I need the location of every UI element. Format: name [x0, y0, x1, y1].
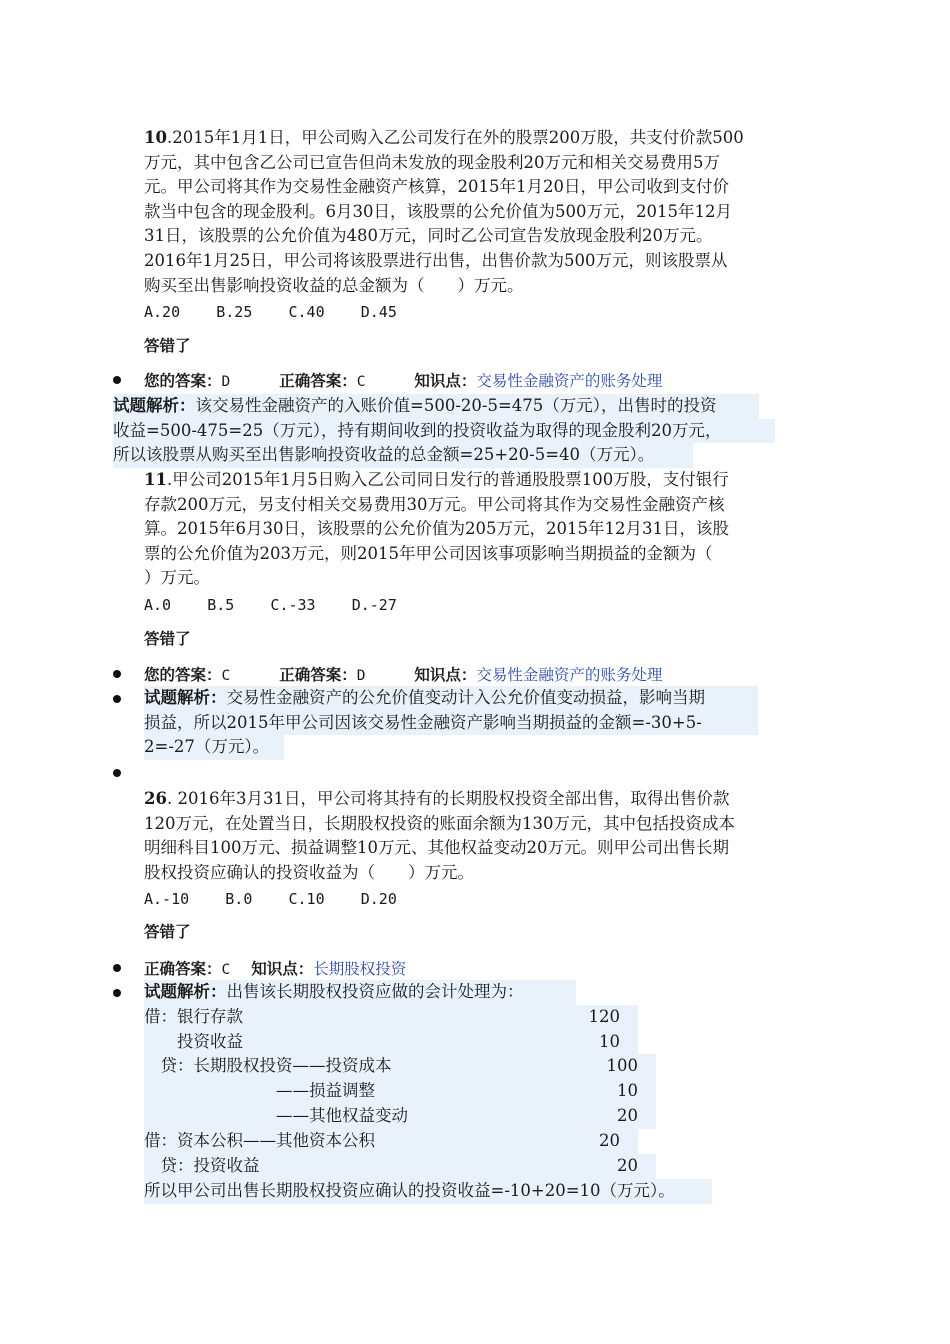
question-26-conclusion: 所以甲公司出售长期股权投资应确认的投资收益=-10+20=10（万元）。: [144, 1179, 712, 1204]
question-line: 购买至出售影响投资收益的总金额为（ ）万元。: [144, 275, 524, 295]
question-26-options: A.-10 B.0 C.10 D.20: [144, 890, 397, 908]
your-answer: D: [221, 374, 231, 390]
journal-entry-line: ——损益调整 10: [144, 1079, 656, 1104]
question-line: 10.2015年1月1日，甲公司购入乙公司发行在外的股票200万股，共支付价款500: [144, 128, 744, 147]
question-line: 120万元，在处置当日，长期股权投资的账面余额为130万元，其中包括投资成本: [144, 813, 735, 833]
bullet: [113, 376, 121, 384]
question-26-verdict: 答错了: [144, 923, 191, 941]
question-line: 26. 2016年3月31日，甲公司将其持有的长期股权投资全部出售，取得出售价款: [144, 789, 730, 808]
journal-entry-line: ——其他权益变动 20: [144, 1104, 656, 1129]
question-line: 11.甲公司2015年1月5日购入乙公司同日发行的普通股股票100万股，支付银行: [144, 470, 729, 489]
bullet: [113, 769, 121, 777]
journal-entry-line: 借：资本公积——其他资本公积 20: [144, 1129, 638, 1154]
correct-answer: D: [356, 668, 366, 684]
question-line: 明细科目100万元、损益调整10万元、其他权益变动20万元。则甲公司出售长期: [144, 838, 729, 858]
knowledge-point-link[interactable]: 长期股权投资: [313, 960, 407, 978]
knowledge-point-link[interactable]: 交易性金融资产的账务处理: [476, 372, 663, 390]
question-10-analysis: 试题解析：该交易性金融资产的入账价值=500-20-5=475（万元），出售时的投资 收益=500-475=25（万元），持有期间收到的投资收益为取得的现金股利20万元， 所以该股票从购买至出售影响投资收益的总金额=25+20-5=40（万元）。: [113, 394, 775, 468]
bullet: [113, 695, 121, 703]
bullet: [113, 989, 121, 997]
journal-entry-line: 借：银行存款 120: [144, 1005, 638, 1030]
question-10-text: [144, 126, 809, 298]
question-line: 万元，其中包含乙公司已宣告但尚未发放的现金股利20万元和相关交易费用5万: [144, 152, 720, 172]
journal-entry-line: 投资收益 10: [144, 1030, 638, 1055]
question-26-analysis: 试题解析：出售该长期股权投资应做的会计处理为：: [144, 980, 576, 1005]
question-10-answer-row: 您的答案：D 正确答案：C 知识点：交易性金融资产的账务处理: [144, 372, 663, 390]
question-line: 元。甲公司将其作为交易性金融资产核算，2015年1月20日，甲公司收到支付价: [144, 177, 729, 197]
question-11-answer-row: 您的答案：C 正确答案：D 知识点：交易性金融资产的账务处理: [144, 666, 663, 684]
question-10-options: A.20 B.25 C.40 D.45: [144, 303, 397, 321]
question-line: 2016年1月25日，甲公司将该股票进行出售，出售价款为500万元，则该股票从: [144, 250, 728, 270]
question-26-answer-row: 正确答案：C 知识点：长期股权投资: [144, 960, 407, 978]
question-line: 31日，该股票的公允价值为480万元，同时乙公司宣告发放现金股利20万元。: [144, 226, 713, 246]
question-number: 26: [144, 789, 167, 808]
bullet: [113, 670, 121, 678]
question-10-verdict: 答错了: [144, 337, 191, 355]
question-11-analysis: 试题解析：交易性金融资产的公允价值变动计入公允价值变动损益，影响当期 损益，所以2015年甲公司因该交易性金融资产影响当期损益的金额=-30+5- 2=-27（万元）。: [144, 686, 758, 760]
question-11-options: A.0 B.5 C.-33 D.-27: [144, 596, 397, 614]
your-answer: C: [221, 668, 231, 684]
question-line: 算。2015年6月30日，该股票的公允价值为205万元，2015年12月31日，该股: [144, 519, 729, 539]
journal-entry-line: 贷：长期股权投资——投资成本 100: [144, 1054, 656, 1079]
question-line: 票的公允价值为203万元，则2015年甲公司因该事项影响当期损益的金额为（: [144, 543, 713, 563]
question-11-verdict: 答错了: [144, 630, 191, 648]
question-number: 11: [144, 470, 167, 489]
knowledge-point-link[interactable]: 交易性金融资产的账务处理: [476, 666, 663, 684]
bullet: [113, 964, 121, 972]
question-line: ）万元。: [144, 568, 210, 588]
question-number: 10: [144, 128, 167, 147]
correct-answer: C: [221, 962, 231, 978]
question-line: 股权投资应确认的投资收益为（ ）万元。: [144, 862, 474, 882]
journal-entry-line: 贷：投资收益 20: [144, 1154, 656, 1179]
question-line: 存款200万元，另支付相关交易费用30万元。甲公司将其作为交易性金融资产核: [144, 494, 725, 514]
question-11-text: [144, 468, 809, 591]
question-26-text: [144, 787, 809, 885]
question-line: 款当中包含的现金股利。6月30日，该股票的公允价值为500万元，2015年12月: [144, 201, 732, 221]
correct-answer: C: [356, 374, 366, 390]
